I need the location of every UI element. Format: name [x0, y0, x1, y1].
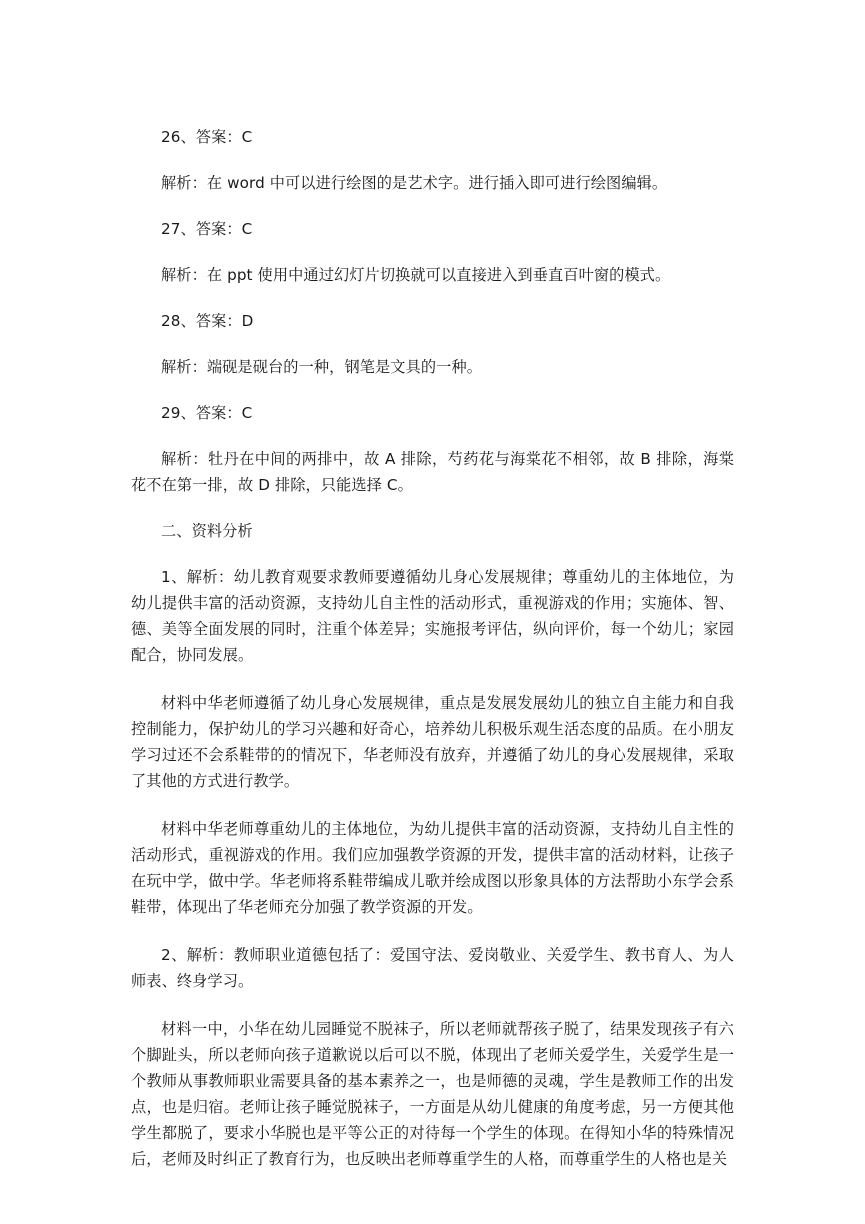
analysis-2: 2、解析：教师职业道德包括了：爱国守法、爱岗敬业、关爱学生、教书育人、为人师表、终身学习。: [131, 946, 734, 990]
explanation-29: 解析：牡丹在中间的两排中，故 A 排除，芍药花与海棠花不相邻，故 B 排除，海棠花不在第一排，故 D 排除，只能选择 C。: [131, 450, 734, 494]
document-page: [131, 124, 734, 1172]
answer-29: 29、答案：C: [161, 404, 253, 422]
section-heading: 二、资料分析: [161, 522, 253, 540]
answer-27: 27、答案：C: [161, 220, 253, 238]
explanation-26: 解析：在 word 中可以进行绘图的是艺术字。进行插入即可进行绘图编辑。: [161, 174, 668, 192]
explanation-27: 解析：在 ppt 使用中通过幻灯片切换就可以直接进入到垂直百叶窗的模式。: [161, 266, 671, 284]
explanation-28: 解析：端砚是砚台的一种，钢笔是文具的一种。: [161, 358, 483, 376]
answer-26: 26、答案：C: [161, 128, 253, 146]
analysis-1-material-a: 材料中华老师遵循了幼儿身心发展规律，重点是发展发展幼儿的独立自主能力和自我控制能力，保护幼儿的学习兴趣和好奇心，培养幼儿积极乐观生活态度的品质。在小朋友学习过还不会系鞋带的的情况下，华老师没有放弃，并遵循了幼儿的身心发展规律，采取了其他的方式进行教学。: [131, 694, 734, 790]
analysis-2-material-one: 材料一中，小华在幼儿园睡觉不脱袜子，所以老师就帮孩子脱了，结果发现孩子有六个脚趾头，所以老师向孩子道歉说以后可以不脱，体现出了老师关爱学生，关爱学生是一个教师从事教师职业需要具备的基本素养之一，也是师德的灵魂，学生是教师工作的出发点，也是归宿。老师让孩子睡觉脱袜子，一方面是从幼儿健康的角度考虑，另一方便其他学生都脱了，要求小华脱也是平等公正的对待每一个学生的体现。在得知小华的特殊情况后，老师及时纠正了教育行为，也反映出老师尊重学生的人格，而尊重学生的人格也是关: [131, 1020, 734, 1168]
answer-28: 28、答案：D: [161, 312, 254, 330]
analysis-1: 1、解析：幼儿教育观要求教师要遵循幼儿身心发展规律；尊重幼儿的主体地位，为幼儿提供丰富的活动资源，支持幼儿自主性的活动形式，重视游戏的作用；实施体、智、德、美等全面发展的同时，注重个体差异；实施报考评估，纵向评价，每一个幼儿；家园配合，协同发展。: [131, 568, 734, 664]
analysis-1-material-b: 材料中华老师尊重幼儿的主体地位，为幼儿提供丰富的活动资源，支持幼儿自主性的活动形式，重视游戏的作用。我们应加强教学资源的开发，提供丰富的活动材料，让孩子在玩中学，做中学。华老师将系鞋带编成儿歌并绘成图以形象具体的方法帮助小东学会系鞋带，体现出了华老师充分加强了教学资源的开发。: [131, 820, 734, 916]
